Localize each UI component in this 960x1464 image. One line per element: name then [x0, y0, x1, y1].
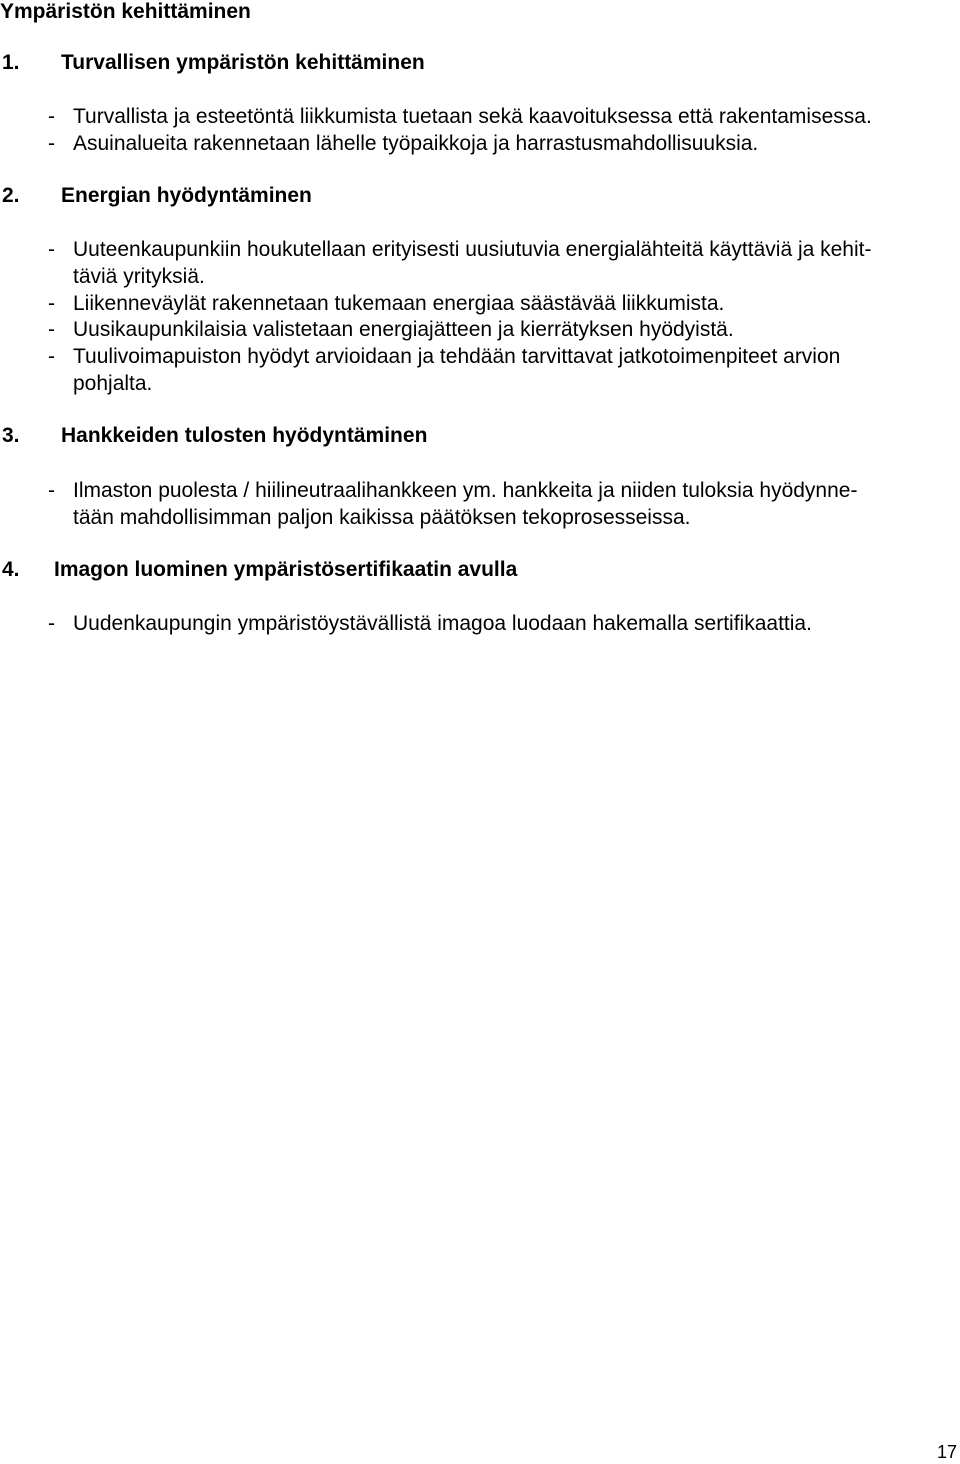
- list-item-text: Uuteenkaupunkiin houkutellaan erityisesti uusiutuvia energialähteitä käyttäviä ja kehit- täviä yrityksiä.: [73, 238, 872, 288]
- list-item-text: Asuinalueita rakennetaan lähelle työpaikkoja ja harrastusmahdollisuuksia.: [73, 132, 759, 155]
- list-item-text: Uudenkaupungin ympäristöystävällistä imagoa luodaan hakemalla sertifikaattia.: [73, 612, 812, 635]
- section-title: Energian hyödyntäminen: [61, 184, 312, 207]
- list-item-text: Liikenneväylät rakennetaan tukemaan energiaa säästävää liikkumista.: [73, 292, 725, 315]
- bullet-dash: -: [48, 345, 55, 368]
- section-number: 1.: [2, 51, 20, 74]
- section-title: Turvallisen ympäristön kehittäminen: [61, 51, 425, 74]
- list-item-text: Tuulivoimapuiston hyödyt arvioidaan ja tehdään tarvittavat jatkotoimenpiteet arvion pohjalta.: [73, 345, 841, 395]
- list-item-text: Uusikaupunkilaisia valistetaan energiajätteen ja kierrätyksen hyödyistä.: [73, 318, 734, 341]
- list-item-text: Turvallista ja esteetöntä liikkumista tuetaan sekä kaavoituksessa että rakentamisessa.: [73, 105, 872, 128]
- bullet-dash: -: [48, 105, 55, 128]
- section-number: 4.: [2, 558, 20, 581]
- bullet-dash: -: [48, 612, 55, 635]
- section-number: 2.: [2, 184, 20, 207]
- section-title: Hankkeiden tulosten hyödyntäminen: [61, 424, 428, 447]
- bullet-dash: -: [48, 318, 55, 341]
- bullet-dash: -: [48, 292, 55, 315]
- section-number: 3.: [2, 424, 20, 447]
- bullet-dash: -: [48, 132, 55, 155]
- section-title: Imagon luominen ympäristösertifikaatin avulla: [54, 558, 518, 581]
- bullet-dash: -: [48, 479, 55, 502]
- list-item-text: Ilmaston puolesta / hiilineutraalihankkeen ym. hankkeita ja niiden tuloksia hyödynne- tään mahdollisimman paljon kaikissa päätöksen tekoprosesseissa.: [73, 479, 858, 529]
- bullet-dash: -: [48, 238, 55, 261]
- page-number: 17: [936, 1442, 957, 1462]
- page-title: Ympäristön kehittäminen: [0, 0, 251, 23]
